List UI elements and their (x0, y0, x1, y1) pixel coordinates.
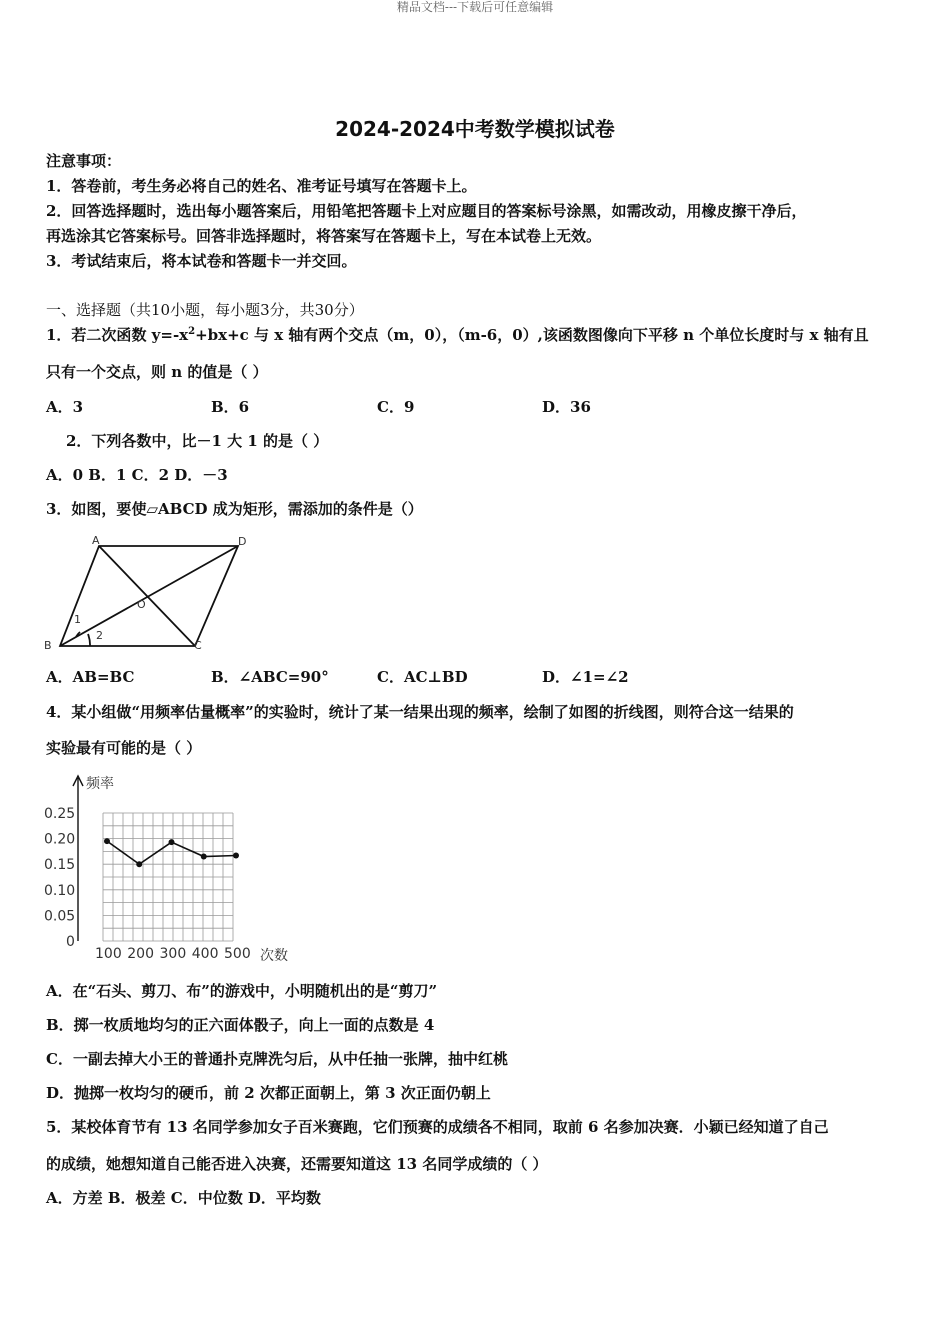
note-item: 再选涂其它答案标号。回答非选择题时，将答案写在答题卡上，写在本试卷上无效。 (46, 227, 602, 245)
note-item: 1．答卷前，考生务必将自己的姓名、准考证号填写在答题卡上。 (46, 177, 477, 195)
data-point (136, 861, 142, 867)
page-header: 精品文档---下载后可任意编辑 (396, 0, 554, 14)
y-tick-label: 0.05 (44, 908, 76, 925)
q4-option-b[interactable]: B．掷一枚质地均匀的正六面体骰子，向上一面的点数是 4 (46, 1016, 435, 1034)
q1-option-d[interactable]: D．36 (542, 398, 591, 416)
y-tick-label: 0.25 (44, 806, 76, 822)
parallelogram-figure (40, 532, 255, 656)
x-tick-label: 500 (224, 946, 251, 962)
vertex-label-a: A (92, 534, 100, 547)
vertex-label-b: B (44, 639, 52, 652)
q4-stem-line2: 实验最有可能的是（ ） (46, 739, 202, 757)
center-label-o: O (137, 598, 146, 611)
y-tick-label: 0.15 (44, 857, 76, 874)
q2-options[interactable]: A．0 B．1 C．2 D．－3 (46, 466, 228, 484)
q5-stem-line2: 的成绩，她想知道自己能否进入决赛，还需要知道这 13 名同学成绩的（ ） (46, 1155, 548, 1173)
data-point (104, 838, 110, 844)
angle-label-2: 2 (96, 629, 103, 642)
q1-option-a[interactable]: A．3 (46, 398, 84, 416)
q3-option-a[interactable]: A．AB=BC (46, 668, 135, 686)
x-tick-label: 300 (159, 946, 187, 962)
y-axis-label: 频率 (86, 776, 114, 792)
q1-option-b[interactable]: B．6 (211, 398, 250, 416)
y-tick-label: 0.20 (44, 831, 76, 848)
x-axis-label: 次数 (260, 948, 288, 964)
data-point (169, 839, 175, 845)
q4-option-d[interactable]: D．抛掷一枚均匀的硬币，前 2 次都正面朝上，第 3 次正面仍朝上 (46, 1084, 491, 1102)
angle-label-1: 1 (74, 613, 81, 626)
notes-heading: 注意事项： (46, 152, 122, 170)
data-point (201, 854, 207, 860)
note-item: 2．回答选择题时，选出每小题答案后，用铅笔把答题卡上对应题目的答案标号涂黑，如需改动，用橡皮擦干净后， (46, 202, 807, 220)
q4-option-a[interactable]: A．在“石头、剪刀、布”的游戏中，小明随机出的是“剪刀” (46, 982, 438, 1000)
y-tick-label: 0.10 (44, 882, 76, 899)
section-heading: 一、选择题（共10小题，每小题3分，共30分） (46, 301, 364, 319)
x-tick-label: 100 (95, 946, 122, 962)
q5-stem-line1: 5．某校体育节有 13 名同学参加女子百米赛跑，它们预赛的成绩各不相同，取前 6 名参加决赛．小颖已经知道了自己 (46, 1118, 829, 1136)
y-tick-label: 0 (66, 934, 75, 950)
q1-stem-line2: 只有一个交点，则 n 的值是（ ） (46, 363, 268, 381)
q5-options[interactable]: A．方差 B．极差 C．中位数 D．平均数 (46, 1189, 321, 1207)
data-point (233, 852, 239, 858)
page-title: 2024-2024中考数学模拟试卷 (335, 117, 615, 141)
note-item: 3．考试结束后，将本试卷和答题卡一并交回。 (46, 252, 357, 270)
x-tick-label: 200 (127, 946, 154, 962)
q4-option-c[interactable]: C．一副去掉大小王的普通扑克牌洗匀后，从中任抽一张牌，抽中红桃 (46, 1050, 508, 1068)
vertex-label-d: D (238, 535, 247, 548)
frequency-line-chart (40, 768, 300, 968)
q3-option-d[interactable]: D．∠1=∠2 (542, 668, 629, 686)
q4-stem-line1: 4．某小组做“用频率估量概率”的实验时，统计了某一结果出现的频率，绘制了如图的折线图，则符合这一结果的 (46, 703, 794, 721)
q3-option-b[interactable]: B．∠ABC=90° (211, 668, 329, 686)
q1-option-c[interactable]: C．9 (377, 398, 415, 416)
q3-option-c[interactable]: C．AC⊥BD (377, 668, 468, 686)
q3-stem: 3．如图，要使▱ABCD 成为矩形，需添加的条件是（） (46, 500, 423, 518)
vertex-label-c: C (194, 639, 202, 652)
q1-stem-line1: 1．若二次函数 $y=-x^2+bx+c$ 与 x 轴有两个交点（m，0），（m-6，0）,该函数图像向下平移 n 个单位长度时与 x 轴有且 (46, 326, 869, 344)
q2-stem: 2．下列各数中，比－1 大 1 的是（ ） (66, 432, 329, 450)
x-tick-label: 400 (191, 946, 219, 962)
